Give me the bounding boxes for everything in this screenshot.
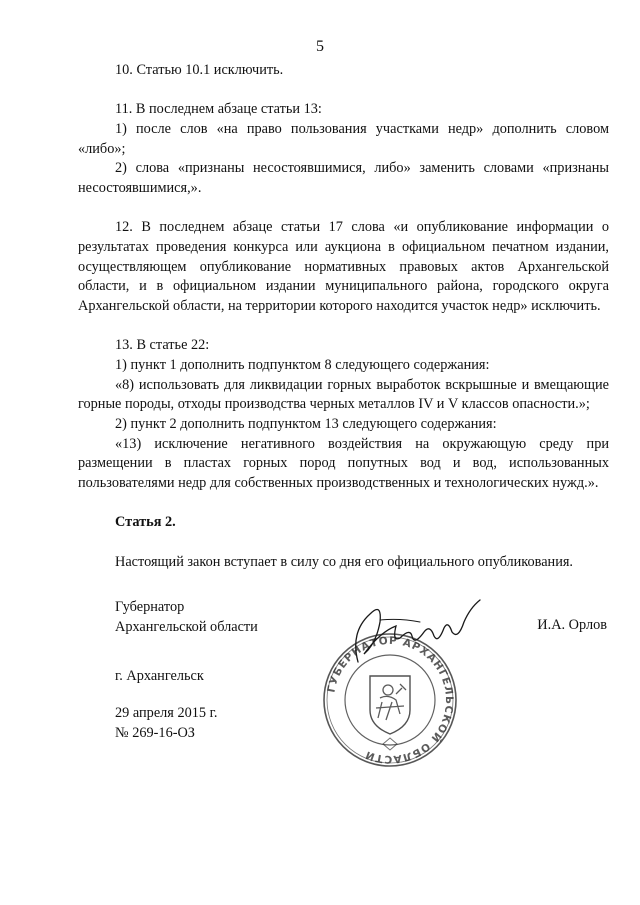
document-number: № 269-16-ОЗ [115, 724, 195, 741]
article-2-heading: Статья 2. [115, 514, 176, 531]
document-date-block [115, 704, 217, 743]
paragraph-11-2: 2) слова «признаны несостоявшимися, либо» заменить словами «признаны несостоявшимися,». [78, 160, 609, 197]
signatory-title [115, 598, 258, 637]
paragraph-13: 13. В статье 22: [115, 337, 210, 354]
paragraph-13-1-quote: «8) использовать для ликвидации горных выработок вскрышные и вмещающие горные породы, отходы производства черных металлов IV и V классов опасности.»; [78, 376, 609, 413]
document-date: 29 апреля 2015 г. [115, 705, 218, 721]
paragraph-11-1: 1) после слов «на право пользования участками недр» дополнить словом «либо»; [78, 120, 609, 157]
signatory-name: И.А. Орлов [537, 617, 607, 633]
paragraph-11: 11. В последнем абзаце статьи 13: [115, 101, 322, 118]
signatory-title-line2: Архангельской области [115, 618, 258, 635]
seal-text: ГУБЕРНАТОР АРХАНГЕЛЬСКОЙ ОБЛАСТИ [325, 634, 456, 766]
place-of-signing: г. Архангельск [115, 668, 204, 684]
page-number: 5 [316, 38, 324, 55]
paragraph-13-1: 1) пункт 1 дополнить подпунктом 8 следующего содержания: [115, 356, 490, 373]
paragraph-12: 12. В последнем абзаце статьи 17 слова «и опубликование информации о результатах проведения конкурса или аукциона в официальном печатном издании, осуществляющем опубликование нормативных правовых актов Архангельской области, и в официальном издании муниципального района, городского округа Архангельской области, на территории которого находится участок недр» исключить. [78, 219, 609, 315]
article-2-text: Настоящий закон вступает в силу со дня его официального опубликования. [115, 553, 573, 570]
paragraph-13-2-quote: «13) исключение негативного воздействия на окружающую среду при размещении в пластах горных пород попутных вод и вод, использованных пользователями недр для собственных производственных и технологических нужд.». [78, 435, 609, 492]
document-body [78, 61, 609, 572]
handwritten-signature [340, 592, 510, 672]
signatory-title-line1: Губернатор [115, 599, 185, 615]
paragraph-13-2: 2) пункт 2 дополнить подпунктом 13 следующего содержания: [115, 416, 497, 433]
paragraph-10: 10. Статью 10.1 исключить. [115, 62, 284, 78]
